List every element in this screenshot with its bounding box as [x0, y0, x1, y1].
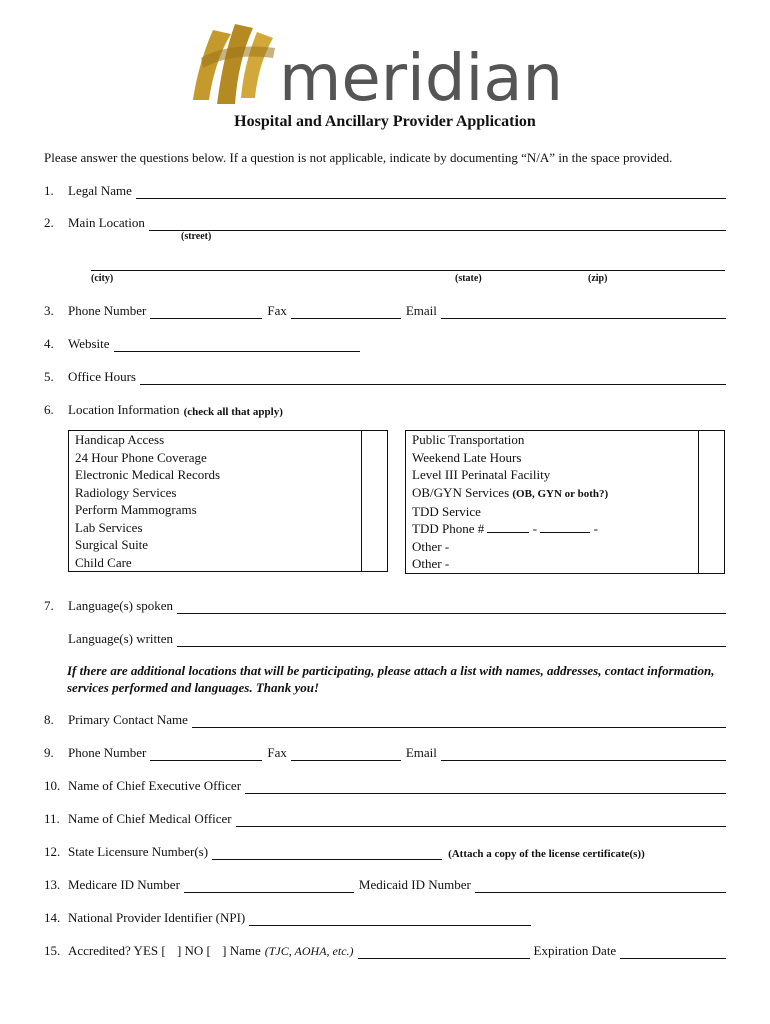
checkbox[interactable] [699, 484, 725, 503]
medicaid-id-field[interactable] [475, 879, 726, 893]
checkbox[interactable] [362, 449, 388, 467]
license-number-field[interactable] [212, 846, 442, 860]
checkbox[interactable] [699, 520, 725, 538]
q3-phone-fax-email: 3. Phone Number Fax Email [44, 301, 726, 319]
checkbox[interactable] [699, 538, 725, 556]
cmo-name-field[interactable] [236, 813, 726, 827]
city-state-zip-field[interactable] [91, 257, 725, 271]
checkbox[interactable] [699, 555, 725, 573]
checkbox[interactable] [362, 536, 388, 554]
street-field[interactable] [149, 217, 726, 231]
q6-location-info: 6. Location Information (check all that apply) [44, 402, 283, 418]
tdd-number-field[interactable] [540, 521, 590, 533]
q10-ceo: 10. Name of Chief Executive Officer [44, 776, 726, 794]
location-table-right: Public Transportation Weekend Late Hours Level III Perinatal Facility OB/GYN Services (OB, GYN or both?) TDD Service TDD Phone # - - Other - Other - [405, 430, 725, 574]
q2-main-location: 2. Main Location [44, 213, 726, 231]
street-caption: (street) [181, 231, 212, 242]
q12-licensure: 12. State Licensure Number(s) (Attach a copy of the license certificate(s)) [44, 844, 645, 860]
q7-languages-spoken: 7. Language(s) spoken [44, 596, 726, 614]
languages-written-field[interactable] [177, 633, 726, 647]
office-hours-field[interactable] [140, 371, 726, 385]
instructions: Please answer the questions below. If a question is not applicable, indicate by documenting “N/A” in the space provided. [44, 150, 673, 165]
checkbox[interactable] [362, 519, 388, 537]
yes-checkbox[interactable] [170, 943, 173, 959]
website-field[interactable] [114, 338, 360, 352]
checkbox[interactable] [362, 501, 388, 519]
logo-text: meridian [279, 42, 563, 108]
accreditation-name-field[interactable] [358, 945, 530, 959]
city-caption: (city) [91, 273, 114, 284]
q1-legal-name: 1. Legal Name [44, 181, 726, 199]
additional-locations-note: If there are additional locations that will be participating, please attach a list with names, addresses, contact information, services performed and languages. Thank you! [67, 663, 715, 695]
fax-field[interactable] [291, 747, 401, 761]
checkbox[interactable] [362, 431, 388, 449]
zip-caption: (zip) [588, 273, 608, 284]
page-title: Hospital and Ancillary Provider Application [234, 113, 536, 130]
state-caption: (state) [455, 273, 482, 284]
checkbox[interactable] [362, 554, 388, 572]
q14-npi: 14. National Provider Identifier (NPI) [44, 908, 726, 926]
checkbox[interactable] [362, 466, 388, 484]
checkbox[interactable] [699, 466, 725, 484]
no-checkbox[interactable] [215, 943, 218, 959]
email-field[interactable] [441, 747, 726, 761]
email-field[interactable] [441, 305, 726, 319]
checkbox[interactable] [699, 449, 725, 467]
primary-contact-field[interactable] [192, 714, 726, 728]
q7-languages-written: Language(s) written [44, 629, 726, 647]
checkbox[interactable] [699, 431, 725, 449]
phone-field[interactable] [150, 305, 262, 319]
logo-mark-icon [193, 24, 275, 104]
q13-medicare-medicaid: 13. Medicare ID Number Medicaid ID Number [44, 875, 726, 893]
fax-field[interactable] [291, 305, 401, 319]
ceo-name-field[interactable] [245, 780, 726, 794]
tdd-area-code-field[interactable] [487, 521, 529, 533]
q9-phone-fax-email: 9. Phone Number Fax Email [44, 743, 726, 761]
meridian-logo [183, 18, 575, 108]
q5-office-hours: 5. Office Hours [44, 367, 726, 385]
checkbox[interactable] [362, 484, 388, 502]
q4-website: 4. Website [44, 334, 726, 352]
languages-spoken-field[interactable] [177, 600, 726, 614]
phone-field[interactable] [150, 747, 262, 761]
medicare-id-field[interactable] [184, 879, 354, 893]
checkbox[interactable] [699, 503, 725, 521]
legal-name-field[interactable] [136, 185, 726, 199]
q8-primary-contact: 8. Primary Contact Name [44, 710, 726, 728]
location-table-left: Handicap Access 24 Hour Phone Coverage Electronic Medical Records Radiology Services Perform Mammograms Lab Services Surgical Suite Child Care [68, 430, 388, 572]
expiration-date-field[interactable] [620, 945, 726, 959]
npi-field[interactable] [249, 912, 531, 926]
q11-cmo: 11. Name of Chief Medical Officer [44, 809, 726, 827]
q15-accreditation: 15. Accredited? YES [ ] NO [ ] Name (TJC, AOHA, etc.) Expiration Date [44, 941, 726, 959]
